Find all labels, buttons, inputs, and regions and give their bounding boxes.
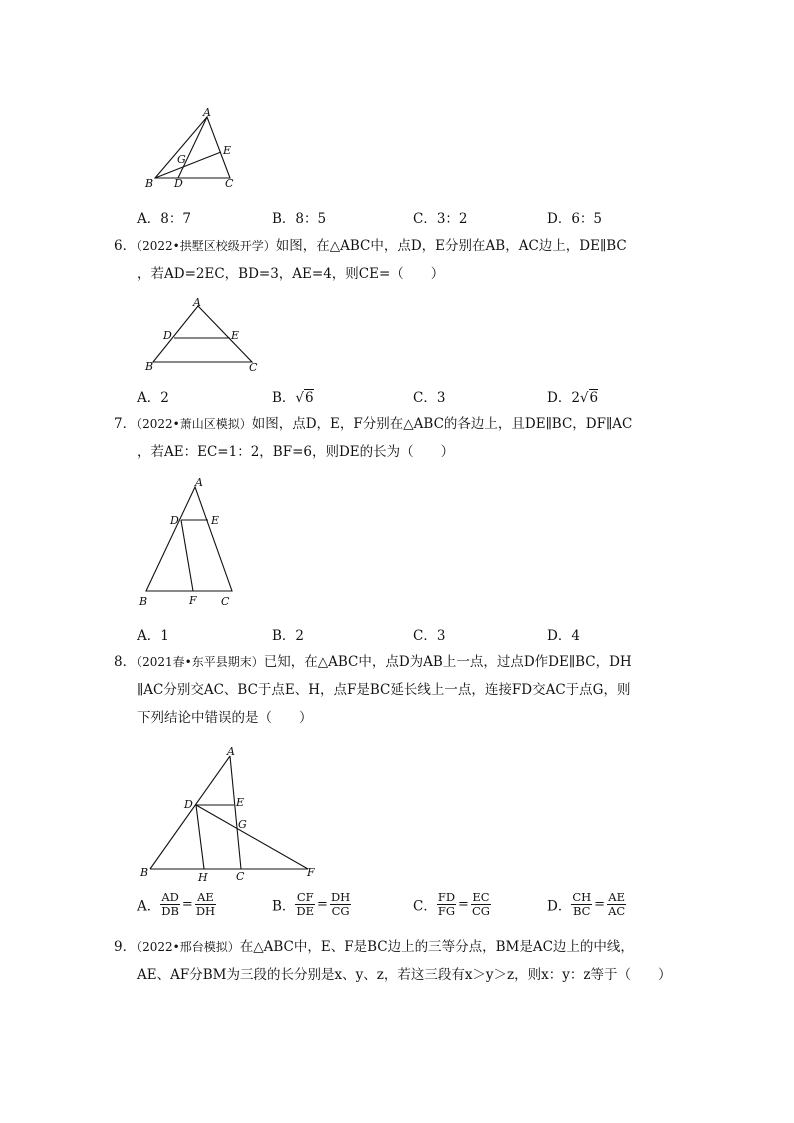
q5-label-g: G xyxy=(177,153,186,166)
q5-option-d[interactable] xyxy=(547,207,602,227)
q8-option-d-letter: D． xyxy=(547,898,572,915)
q8-option-d-frac-2 xyxy=(607,891,626,918)
q8-option-c-num-2: EC xyxy=(472,890,490,904)
q8-option-b-den-2: CG xyxy=(331,904,350,918)
q8-label-a: A xyxy=(227,745,235,758)
q7-option-a-text: 1 xyxy=(160,628,169,644)
q6-option-a-letter: A． xyxy=(137,390,161,406)
q6-option-b-letter: B． xyxy=(272,390,296,406)
q6-line-1 xyxy=(114,232,684,260)
q6-option-a[interactable] xyxy=(137,386,169,406)
q7-option-b[interactable] xyxy=(272,624,304,644)
q8-option-c-letter: C． xyxy=(413,898,437,915)
q6-option-d[interactable] xyxy=(547,386,598,406)
q8-option-b[interactable] xyxy=(272,891,351,918)
question-8 xyxy=(114,648,684,732)
q7-option-b-letter: B． xyxy=(272,628,296,644)
q7-segment-df xyxy=(181,520,193,591)
q8-segment-ac xyxy=(230,756,241,869)
q8-label-d: D xyxy=(184,798,193,811)
q8-number: 8． xyxy=(114,654,137,670)
q8-option-b-frac-2 xyxy=(330,891,351,918)
q5-option-c[interactable] xyxy=(413,207,468,227)
q8-option-b-num-1: CF xyxy=(296,890,314,904)
q7-label-f: F xyxy=(189,594,197,607)
q9-stem-2: AE、AF分BM为三段的长分别是x、y、z，若这三段有x＞y＞z，则x：y：z等于（ ） xyxy=(137,967,672,983)
question-7 xyxy=(114,410,684,466)
q5-option-d-text: 6：5 xyxy=(571,211,603,227)
q6-source: （2022•拱墅区校级开学） xyxy=(136,239,276,253)
q6-option-c-text: 3 xyxy=(436,390,446,406)
q8-line-1 xyxy=(114,648,684,676)
q8-option-a-frac-2 xyxy=(195,891,216,918)
q8-option-c-frac-2 xyxy=(471,891,491,918)
q5-label-c: C xyxy=(225,177,234,190)
q8-segment-ab xyxy=(150,756,230,869)
q7-source: （2022•萧山区模拟） xyxy=(136,417,252,431)
q5-label-a: A xyxy=(203,106,211,119)
q8-option-d-frac-1 xyxy=(571,891,592,918)
q6-figure xyxy=(140,294,270,376)
q9-line-2 xyxy=(137,961,684,989)
q7-line-1 xyxy=(114,410,684,438)
q6-label-e: E xyxy=(231,329,240,342)
q8-label-b: B xyxy=(140,866,149,879)
q5-figure xyxy=(140,104,250,192)
q8-option-c-frac-1 xyxy=(437,891,456,918)
q8-option-b-eq: = xyxy=(317,897,328,912)
q6-label-b: B xyxy=(145,360,154,373)
q8-option-a-eq: = xyxy=(181,897,193,912)
q8-option-c-num-1: FD xyxy=(437,890,456,904)
q7-option-a[interactable] xyxy=(137,624,169,644)
q5-label-e: E xyxy=(223,144,232,157)
q5-option-a[interactable] xyxy=(137,207,191,227)
q8-line-2 xyxy=(137,676,684,704)
q5-label-d: D xyxy=(174,177,183,190)
q5-option-c-letter: C． xyxy=(413,211,437,227)
q7-option-a-letter: A． xyxy=(137,628,161,644)
q5-option-a-text: 8：7 xyxy=(160,211,191,227)
q8-option-d-den-1: BC xyxy=(573,904,591,918)
question-9 xyxy=(114,933,684,989)
q8-option-a-num-2: AE xyxy=(195,891,216,905)
q7-label-a: A xyxy=(195,476,203,489)
q6-stem-1: 如图，在△ABC中，点D，E分别在AB，AC边上，DE∥BC xyxy=(275,238,627,254)
q7-label-d: D xyxy=(170,514,179,527)
q8-segment-dh xyxy=(196,805,204,869)
q6-option-b-radical: √ xyxy=(295,390,305,406)
q8-option-d-den-2: AC xyxy=(608,904,626,918)
q7-label-b: B xyxy=(139,595,148,608)
q8-option-c-den-2: CG xyxy=(471,904,490,918)
q7-stem-2: ，若AE：EC=1：2，BF=6，则DE的长为（ ） xyxy=(137,444,455,460)
q6-option-d-radical: √ xyxy=(579,390,589,406)
q8-label-e: E xyxy=(236,796,245,809)
q5-label-b: B xyxy=(145,177,154,190)
q5-option-a-letter: A． xyxy=(137,211,161,227)
q8-line-3 xyxy=(137,704,684,732)
q9-number: 9． xyxy=(114,939,137,955)
q7-figure xyxy=(135,472,245,612)
q7-label-e: E xyxy=(211,514,220,527)
q7-option-d-text: 4 xyxy=(571,628,580,644)
q8-option-d-eq: = xyxy=(594,897,606,912)
q6-option-a-text: 2 xyxy=(160,390,169,406)
q8-stem-1: 已知，在△ABC中，点D为AB上一点，过点D作DE∥BC，DH xyxy=(263,654,632,670)
q7-number: 7． xyxy=(114,416,137,432)
q6-label-c: C xyxy=(249,361,258,374)
q6-option-c[interactable] xyxy=(413,386,445,406)
q7-option-c-letter: C． xyxy=(413,628,437,644)
q8-stem-2: ∥AC分别交AC、BC于点E、H，点F是BC延长线上一点，连接FD交AC于点G，则 xyxy=(137,682,631,698)
q6-label-a: A xyxy=(193,296,201,309)
q6-option-b-text: 6 xyxy=(305,390,314,406)
q7-label-c: C xyxy=(221,595,230,608)
q8-option-a-den-2: DH xyxy=(195,904,216,918)
q6-option-b[interactable] xyxy=(272,386,314,406)
q7-option-c[interactable] xyxy=(413,624,445,644)
q5-option-d-letter: D． xyxy=(547,211,572,227)
q8-option-c[interactable] xyxy=(413,891,491,918)
q6-option-d-letter: D． xyxy=(547,390,572,406)
q9-stem-1: 在△ABC中，E、F是BC边上的三等分点，BM是AC边上的中线， xyxy=(239,939,634,955)
q6-option-c-letter: C． xyxy=(413,390,437,406)
q6-option-d-text: 6 xyxy=(589,390,599,406)
q8-option-b-frac-1 xyxy=(295,891,315,918)
q7-stem-1: 如图，点D，E，F分别在△ABC的各边上，且DE∥BC，DF∥AC xyxy=(251,416,633,432)
q8-option-c-den-1: FG xyxy=(437,904,456,918)
q8-option-a[interactable] xyxy=(137,891,216,918)
q6-label-d: D xyxy=(163,329,172,342)
q8-label-c: C xyxy=(236,870,245,883)
q7-option-b-text: 2 xyxy=(295,628,305,644)
q6-number: 6． xyxy=(114,238,137,254)
q5-option-b[interactable] xyxy=(272,207,326,227)
q8-source: （2021春•东平县期末） xyxy=(136,655,264,669)
q8-option-a-letter: A． xyxy=(137,898,161,915)
q8-stem-3: 下列结论中错误的是（ ） xyxy=(137,710,313,726)
q8-label-h: H xyxy=(198,871,208,884)
q8-segment-df xyxy=(196,805,308,869)
q8-option-a-den-1: DB xyxy=(161,904,179,918)
q9-source: （2022•邢台模拟） xyxy=(136,940,240,954)
q7-option-c-text: 3 xyxy=(436,628,446,644)
q8-option-b-num-2: DH xyxy=(330,890,351,904)
q8-option-c-eq: = xyxy=(458,897,469,912)
q6-option-d-prefix: 2 xyxy=(571,390,580,406)
q8-option-b-letter: B． xyxy=(272,898,296,915)
q5-option-b-text: 8：5 xyxy=(295,211,327,227)
q8-option-a-frac-1 xyxy=(160,891,180,918)
q7-line-2 xyxy=(137,438,684,466)
q5-option-b-letter: B． xyxy=(272,211,296,227)
q5-segment-ad xyxy=(178,117,207,178)
q8-option-d-num-1: CH xyxy=(572,890,592,904)
q7-triangle-abc xyxy=(146,487,232,591)
q8-option-b-den-1: DE xyxy=(296,904,315,918)
q6-line-2 xyxy=(137,260,684,288)
q9-line-1 xyxy=(114,933,684,961)
q8-label-g: G xyxy=(238,818,247,831)
q7-option-d[interactable] xyxy=(547,624,580,644)
question-6 xyxy=(114,232,684,288)
q8-label-f: F xyxy=(307,866,315,879)
q8-option-a-num-1: AD xyxy=(161,890,179,904)
q8-option-d[interactable] xyxy=(547,891,626,918)
q6-stem-2: ，若AD=2EC，BD=3，AE=4，则CE=（ ） xyxy=(137,266,445,282)
q8-figure xyxy=(135,740,325,885)
q5-option-c-text: 3：2 xyxy=(436,211,468,227)
q8-option-d-num-2: AE xyxy=(608,890,625,904)
q7-option-d-letter: D． xyxy=(547,628,572,644)
